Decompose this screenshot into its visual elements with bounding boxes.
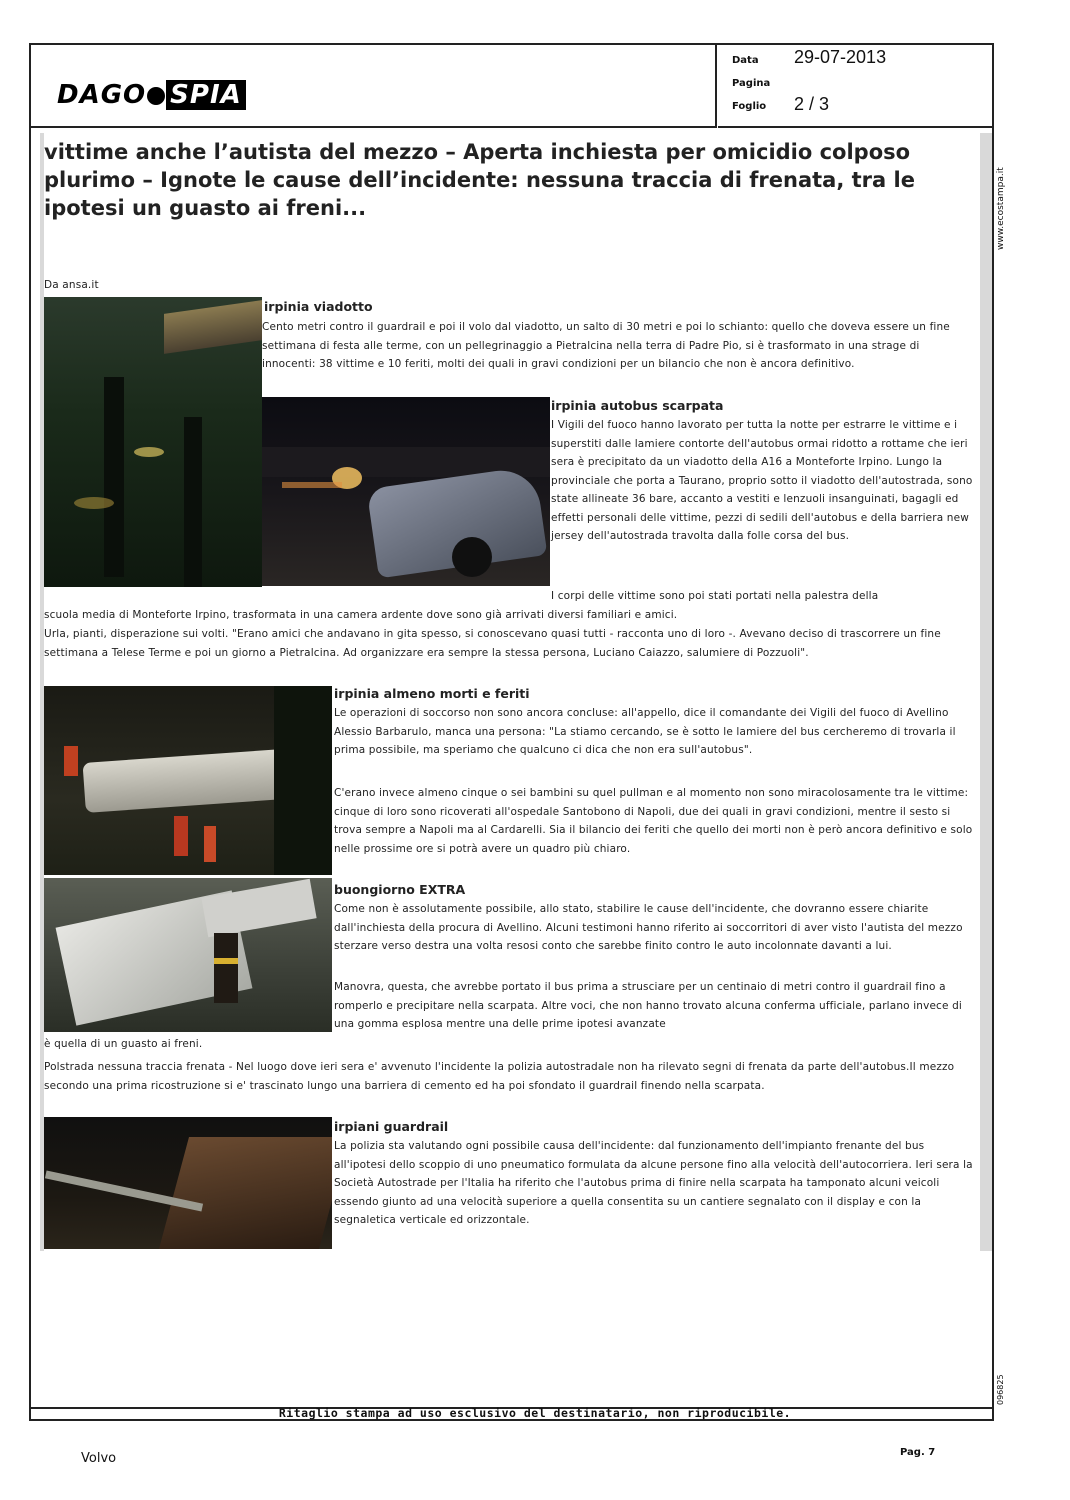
section-text-viadotto: Cento metri contro il guardrail e poi il volo dal viadotto, un salto di 30 metri e poi lo schianto: quello che doveva essere un fine settimana di festa alle terme, con un pellegrinaggio a Pietralcina nella terra di Padre Pio, si è trasformato in una strage di innocenti: 38 vittime e 10 feriti, molti dei quali in gravi condizioni per un bilancio che non è ancora definitivo. — [262, 321, 950, 370]
footer-note: Ritaglio stampa ad uso esclusivo del destinatario, non riproducibile. — [278, 1406, 792, 1420]
section-heading-extra: buongiorno EXTRA — [334, 882, 466, 897]
section-text-autobus-cont-c: Urla, pianti, disperazione sui volti. "Erano amici che andavano in gita spesso, si conoscevano quasi tutti - racconta uno di loro -. Avevano deciso di trascorrere un fine settimana a Telese Terme e poi un giorno a Pietralcina. Ad organizzare era sempre la stessa persona, Luciano Caiazzo, salumiere di Pozzuoli". — [44, 628, 941, 659]
sidebar-url: www.ecostampa.it — [996, 167, 1006, 250]
section-text-extra-3: Polstrada nessuna traccia frenata - Nel luogo dove ieri sera e' avvenuto l'incidente la polizia autostradale non ha rilevato segni di frenata da parte dell'autobus.Il mezzo secondo una prima ricostruzione si e' trascinato lungo una barriera di cemento ed ha poi sfondato il guardrail finendo nella scarpata. — [44, 1061, 955, 1092]
photo-rescue-bodies — [44, 686, 332, 875]
section-text-extra-2b: è quella di un guasto ai freni. — [44, 1038, 203, 1050]
section-heading-guardrail: irpiani guardrail — [334, 1119, 449, 1134]
sheet-label: Foglio — [732, 101, 767, 112]
section-heading-morti-feriti: irpinia almeno morti e feriti — [334, 686, 530, 701]
photo-guardrail — [44, 1117, 332, 1249]
bottom-left-label: Volvo — [81, 1451, 117, 1466]
logo-right-text: SPIA — [166, 80, 246, 110]
photo-night-forest — [44, 297, 262, 587]
section-heading-autobus: irpinia autobus scarpata — [551, 398, 724, 413]
section-text-extra: Come non è assolutamente possibile, allo stato, stabilire le cause dell'incidente, che dovranno essere chiarite dall'inchiesta della procura di Avellino. Alcuni testimoni hanno riferito ai soccorritori di aver visto l'autista del mezzo sterzare verso destra una volta resosi conto che sarebbe finito contro le auto incolonnate davanti a lui. — [334, 903, 963, 952]
section-text-extra-2: Manovra, questa, che avrebbe portato il bus prima a strusciare per un centinaio di metri contro il guardrail fino a romperlo e precipitare nella scarpata. Altre voci, che non hanno trovato alcuna conferma ufficiale, parlano invece di una gomma esplosa mentre una delle prime ipotesi avanzate — [334, 981, 962, 1030]
logo-left-text: DAGO — [57, 80, 147, 110]
section-heading-viadotto: irpinia viadotto — [264, 299, 373, 314]
article-source: Da ansa.it — [44, 279, 99, 291]
section-text-morti-feriti-2: C'erano invece almeno cinque o sei bambini su quel pullman e al momento non sono miracolosamente tra le vittime: cinque di loro sono ricoverati all'ospedale Santobono di Napoli, due dei quali in gravi condizioni, mentre il sesto si trova sempre a Napoli ma al Cardarelli. Sia il bilancio dei feriti che quello dei morti non è però ancora definitivo e solo nelle prossime ore si potrà avere un quadro più chiaro. — [334, 787, 973, 855]
section-text-autobus-cont-a: I corpi delle vittime sono poi stati portati nella palestra della — [551, 590, 879, 602]
dagospia-logo — [57, 80, 246, 114]
article-title: vittime anche l’autista del mezzo – Aperta inchiesta per omicidio colposo plurimo – Ignote le cause dell’incidente: nessuna traccia di frenata, tra le ipotesi un guasto ai freni... — [44, 140, 915, 220]
sidebar-code: 096825 — [996, 1374, 1005, 1405]
photo-crash-scene — [262, 397, 550, 586]
bottom-right-page: Pag. 7 — [900, 1447, 936, 1458]
date-label: Data — [732, 55, 759, 66]
section-text-morti-feriti: Le operazioni di soccorso non sono ancora concluse: all'appello, dice il comandante dei Vigili del fuoco di Avellino Alessio Barbarulo, manca una persona: "La stiamo cercando, se è sotto le lamiere del bus cercheremo di trovarla il prima possibile, ma speriamo che qualcuno ci dica che non era sull'autobus". — [334, 707, 956, 756]
section-text-autobus-cont-b: scuola media di Monteforte Irpino, trasformata in una camera ardente dove sono già arrivati diversi familiari e amici. — [44, 609, 678, 621]
section-text-autobus: I Vigili del fuoco hanno lavorato per tutta la notte per estrarre le vittime e i superstiti dalle lamiere contorte dell'autobus ormai ridotto a rottame che ieri sera è precipitato da un viadotto della A16 a Monteforte Irpino. Lungo la provinciale che porta a Taurano, proprio sotto il viadotto dell'autostrada, sono state allineate 36 bare, accanto a vestiti e lenzuoli insanguinati, bagagli ed effetti personali delle vittime, pezzi di sedili dell'autobus e della barriera new jersey dell'autostrada travolta dalla folle corsa del bus. — [551, 419, 973, 542]
bomb-icon — [147, 87, 165, 105]
date-value: 29-07-2013 — [794, 47, 887, 67]
section-text-guardrail: La polizia sta valutando ogni possibile causa dell'incidente: dal funzionamento dell'impianto frenante del bus all'ipotesi dello scoppio di uno pneumatico formulata da alcune persone fino alla velocità dell'autocorriera. Ieri sera la Società Autostrade per l'Italia ha riferito che l'autobus prima di finire nella scarpata ha tamponato alcuni veicoli essendo giunto ad una velocità superiore a quella consentita su un cantiere segnalato con il display e con la segnaletica verticale ed orizzontale. — [334, 1140, 973, 1226]
photo-wreck-firefighter — [44, 878, 332, 1032]
sheet-value: 2 / 3 — [794, 94, 830, 114]
page-label: Pagina — [732, 78, 771, 89]
